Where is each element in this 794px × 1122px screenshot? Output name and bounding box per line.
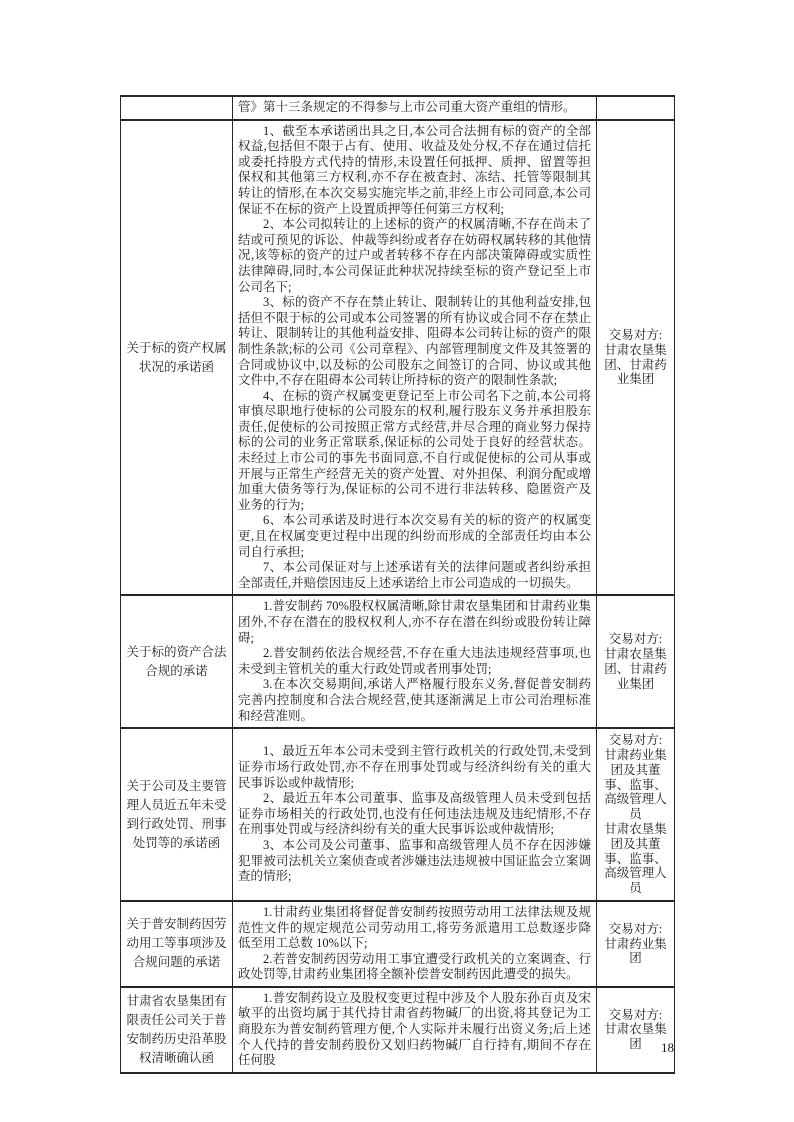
commitment-paragraph: 3、标的资产不存在禁止转让、限制转让的其他利益安排,包括但不限于标的公司或本公司签署的所有协议或合同不存在禁止转让、限制转让的其他利益安排、阻碍本公司转让标的资产的限制性条款;标的公司《公司章程》、内部管理制度文件及其签署的合同或协议中,以及标的公司股东之间签订的合同、协议或其他文件中,不存在阻碍本公司转让所持标的资产的限制性条款; — [238, 295, 591, 388]
commitment-paragraph: 2、本公司拟转让的上述标的资产的权属清晰,不存在尚未了结或可预见的诉讼、仲裁等纠纷或者存在妨碍权属转移的其他情况,该等标的资产的过户或者转移不存在内部决策障碍或实质性法律障碍,同时,本公司保证此种状况持续至标的资产登记至上市公司名下; — [238, 217, 591, 294]
commitment-paragraph: 2.普安制药依法合规经营,不存在重大违法违规经营事项,也未受到主管机关的重大行政处罚或者刑事处罚; — [238, 646, 591, 676]
commitment-paragraph: 1.普安制药 70%股权权属清晰,除甘肃农垦集团和甘肃药业集团外,不存在潜在的股权权利人,亦不存在潜在纠纷或股份转让障碍; — [238, 599, 591, 645]
commitment-name-cell: 关于公司及主要管理人员近五年未受到行政处罚、刑事处罚等的承诺函 — [121, 728, 233, 901]
commitment-paragraph: 2、最近五年本公司董事、监事及高级管理人员未受到包括证券市场相关的行政处罚,也没有任何违法违规及违纪情形,不存在刑事处罚或与经济纠纷有关的重大民事诉讼或仲裁情形; — [238, 791, 591, 837]
commitment-paragraph: 1、截至本承诺函出具之日,本公司合法拥有标的资产的全部权益,包括但不限于占有、使用、收益及处分权,不存在通过信托或委托持股方式代持的情形,未设置任何抵押、质押、留置等担保权和其他第三方权利,亦不存在被查封、冻结、托管等限制其转让的情形,在本次交易实施完毕之前,非经上市公司同意,本公司保证不在标的资产上设置质押等任何第三方权利; — [238, 123, 591, 216]
counterparty-text: 交易对方:甘肃农垦集团、甘肃药业集团 — [604, 327, 667, 387]
table-row — [121, 96, 675, 120]
commitment-content-cell — [233, 901, 597, 987]
counterparty-cell — [597, 96, 675, 120]
commitment-table-body — [121, 96, 675, 1073]
counterparty-text: 交易对方:甘肃药业集团及其董事、监事、高级管理人员 — [604, 733, 667, 822]
table-row — [121, 987, 675, 1073]
table-row — [121, 120, 675, 596]
commitment-paragraph: 7、本公司保证对与上述承诺有关的法律问题或者纠纷承担全部责任,并赔偿因违反上述承诺给上市公司造成的一切损失。 — [238, 560, 591, 590]
commitment-paragraph: 1.普安制药设立及股权变更过程中涉及个人股东孙百贞及宋敏平的出资均属于其代持甘肃省药物碱厂的出资,将其登记为工商股东为普安制药管理方便,个人实际并未履行出资义务;后上述个人代持的普安制药股份又划归药物碱厂自行持有,期间不存在任何股 — [238, 990, 591, 1068]
commitment-content-cell — [233, 987, 597, 1073]
counterparty-cell — [597, 595, 675, 728]
counterparty-cell — [597, 728, 675, 901]
commitment-content-cell — [233, 595, 597, 728]
commitment-paragraph: 3.在本次交易期间,承诺人严格履行股东义务,督促普安制药完善内控制度和合法合规经营,使其逐渐满足上市公司治理标准和经营准则。 — [238, 677, 591, 723]
commitment-name-cell: 关于标的资产合法合规的承诺 — [121, 595, 233, 728]
commitments-table — [120, 95, 675, 1074]
commitment-content-cell — [233, 120, 597, 596]
commitment-content-cell — [233, 728, 597, 901]
counterparty-text: 交易对方:甘肃农垦集团 — [604, 1007, 667, 1052]
commitment-paragraph: 4、在标的资产权属变更登记至上市公司名下之前,本公司将审慎尽职地行使标的公司股东的权利,履行股东义务并承担股东责任,促使标的公司按照正常方式经营,并尽合理的商业努力保持标的公司的业务正常联系,保证标的公司处于良好的经营状态。未经过上市公司的事先书面同意,不自行或促使标的公司从事或开展与正常生产经营无关的资产处置、对外担保、利润分配或增加重大债务等行为,保证标的公司不进行非法转移、隐匿资产及业务的行为; — [238, 388, 591, 512]
commitment-name-cell: 关于标的资产权属状况的承诺函 — [121, 120, 233, 596]
table-row — [121, 728, 675, 901]
table-row — [121, 901, 675, 987]
counterparty-text: 交易对方:甘肃药业集团 — [604, 921, 667, 966]
counterparty-cell — [597, 901, 675, 987]
commitment-name-cell: 甘肃省农垦集团有限责任公司关于普安制药历史沿革股权清晰确认函 — [121, 987, 233, 1073]
commitment-paragraph: 1.甘肃药业集团将督促普安制药按照劳动用工法律法规及规范性文件的规定规范公司劳动用工,将劳务派遣用工总数逐步降低至用工总数 10%以下; — [238, 904, 591, 951]
counterparty-cell — [597, 987, 675, 1073]
commitment-paragraph: 2.若普安制药因劳动用工事宜遭受行政机关的立案调查、行政处罚等,甘肃药业集团将全额补偿普安制药因此遭受的损失。 — [238, 951, 591, 982]
table-row — [121, 595, 675, 728]
counterparty-text: 甘肃农垦集团及其董事、监事、高级管理人员 — [604, 821, 667, 896]
commitment-paragraph: 3、本公司及公司董事、监事和高级管理人员不存在因涉嫌犯罪被司法机关立案侦查或者涉嫌违法违规被中国证监会立案调查的情形; — [238, 837, 591, 884]
commitment-paragraph: 1、最近五年本公司未受到主管行政机关的行政处罚,未受到证券市场行政处罚,亦不存在刑事处罚或与经济纠纷有关的重大民事诉讼或仲裁情形; — [238, 744, 591, 790]
commitment-name-cell: 关于普安制药因劳动用工等事项涉及合规问题的承诺 — [121, 901, 233, 987]
commitment-name-cell — [121, 96, 233, 120]
commitment-content-cell — [233, 96, 597, 120]
page-number: 18 — [661, 1040, 674, 1055]
commitment-paragraph: 管》第十三条规定的不得参与上市公司重大资产重组的情形。 — [238, 100, 576, 114]
commitment-paragraph: 6、本公司承诺及时进行本次交易有关的标的资产的权属变更,且在权属变更过程中出现的纠纷而形成的全部责任均由本公司自行承担; — [238, 513, 591, 559]
counterparty-cell — [597, 120, 675, 596]
counterparty-text: 交易对方:甘肃农垦集团、甘肃药业集团 — [604, 632, 667, 691]
